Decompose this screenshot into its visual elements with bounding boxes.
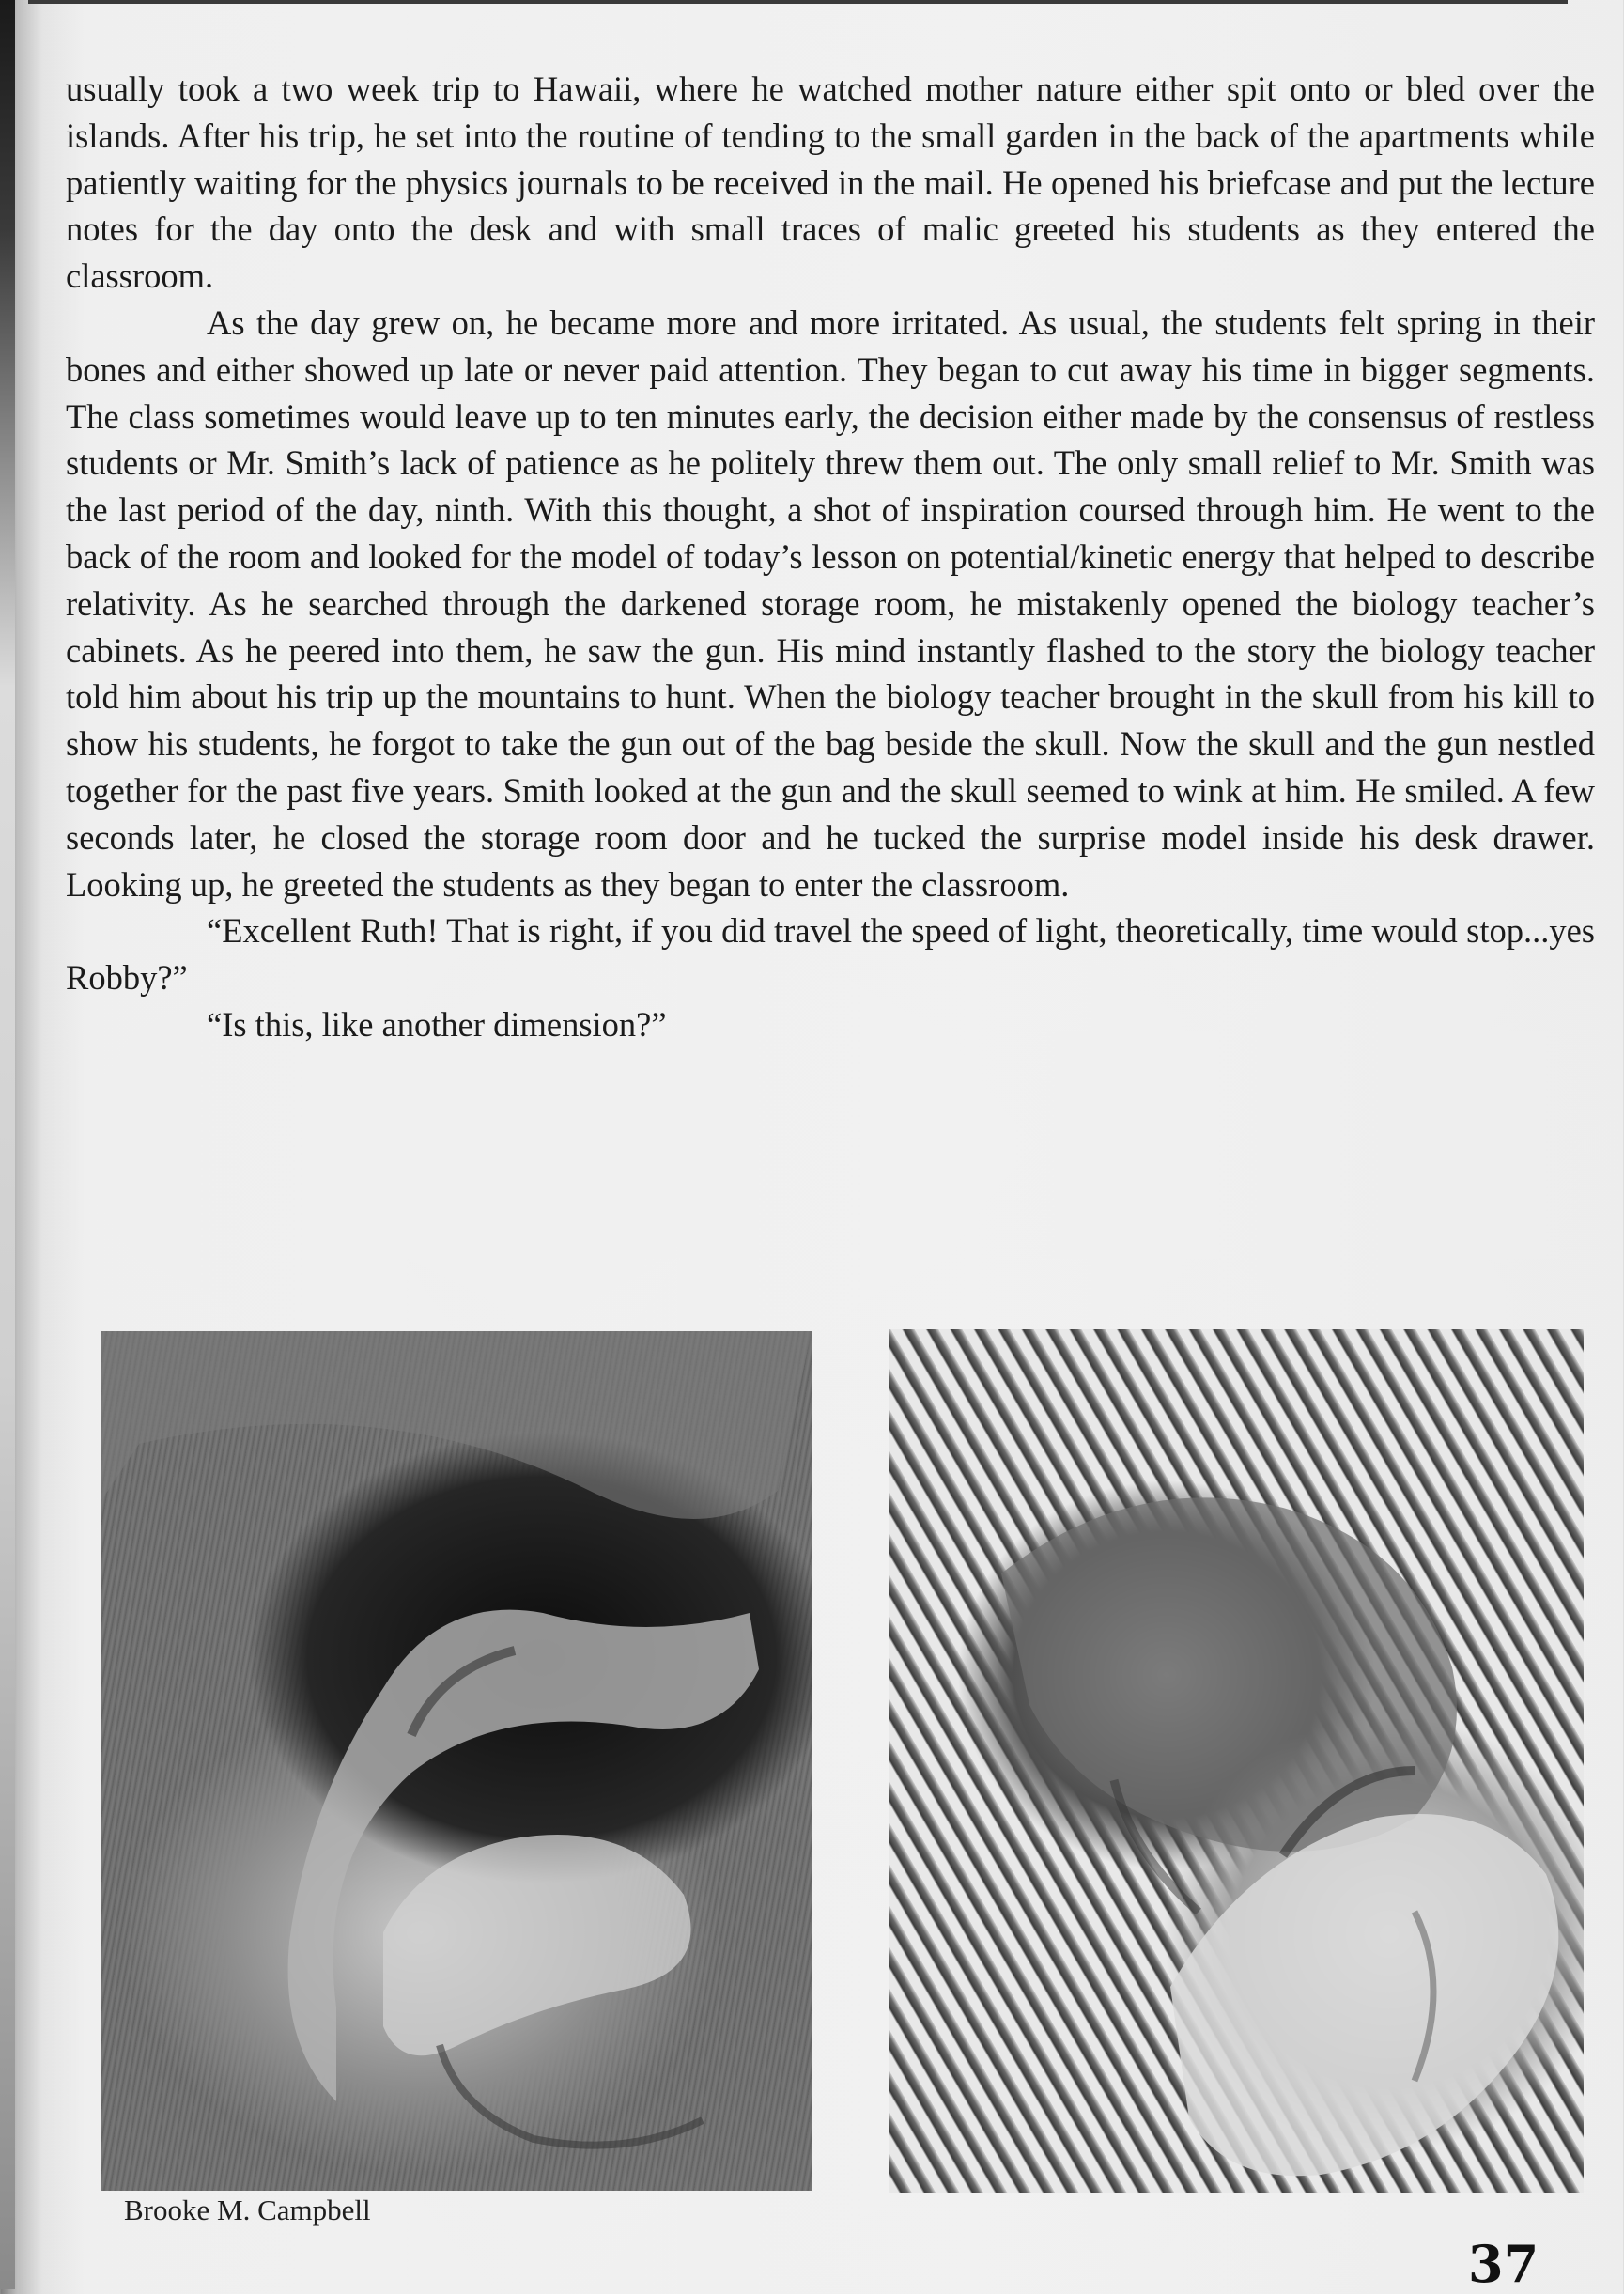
photo-hands-right-drawing <box>889 1329 1584 2193</box>
paragraph-3: “Excellent Ruth! That is right, if you did travel the speed of light, theoretically, time would stop...yes Robby?” <box>66 911 1595 998</box>
photo-credit: Brooke M. Campbell <box>124 2193 371 2226</box>
photo-hands-left <box>101 1331 812 2191</box>
book-spine-shadow <box>0 0 15 2289</box>
paragraph-2: As the day grew on, he became more and more irritated. As usual, the students felt spring in their bones and either showed up late or never paid attention. They began to cut away his time in bigger segments. The class sometimes would leave up to ten minutes early, the decision either made by the consensus of restless students or Mr. Smith’s lack of patience as he politely threw them out. The only small relief to Mr. Smith was the last period of the day, ninth. With this thought, a shot of inspiration coursed through him. He went to the back of the room and looked for the model of today’s lesson on potential/kinetic energy that helped to describe relativity. As he searched through the darkened storage room, he mistakenly opened the biology teacher’s cabinets. As he peered into them, he saw the gun. His mind instantly flashed to the story the biology teacher told him about his trip up the mountains to hunt. When the biology teacher brought in the skull from his kill to show his students, he forgot to take the gun out of the bag beside the skull. Now the skull and the gun nestled together for the past five years. Smith looked at the gun and the skull seemed to wink at him. He smiled. A few seconds later, he closed the storage room door and he tucked the surprise model inside his desk drawer. Looking up, he greeted the students as they began to enter the classroom. <box>66 302 1595 904</box>
page-number: 37 <box>1468 2234 1539 2294</box>
photo-hands-right <box>889 1329 1584 2193</box>
paragraph-1: usually took a two week trip to Hawaii, where he watched mother nature either spit onto or bled over the islands. After his trip, he set into the routine of tending to the small garden in the back of the apartments while patiently waiting for the physics journals to be received in the mail. He opened his briefcase and put the lecture notes for the day onto the desk and with small traces of malic greeted his students as they entered the classroom. <box>66 70 1595 296</box>
photo-hands-left-drawing <box>101 1331 812 2191</box>
story-text <box>66 66 1595 1048</box>
paragraph-4: “Is this, like another dimension?” <box>207 1004 667 1044</box>
top-rule <box>28 0 1568 4</box>
